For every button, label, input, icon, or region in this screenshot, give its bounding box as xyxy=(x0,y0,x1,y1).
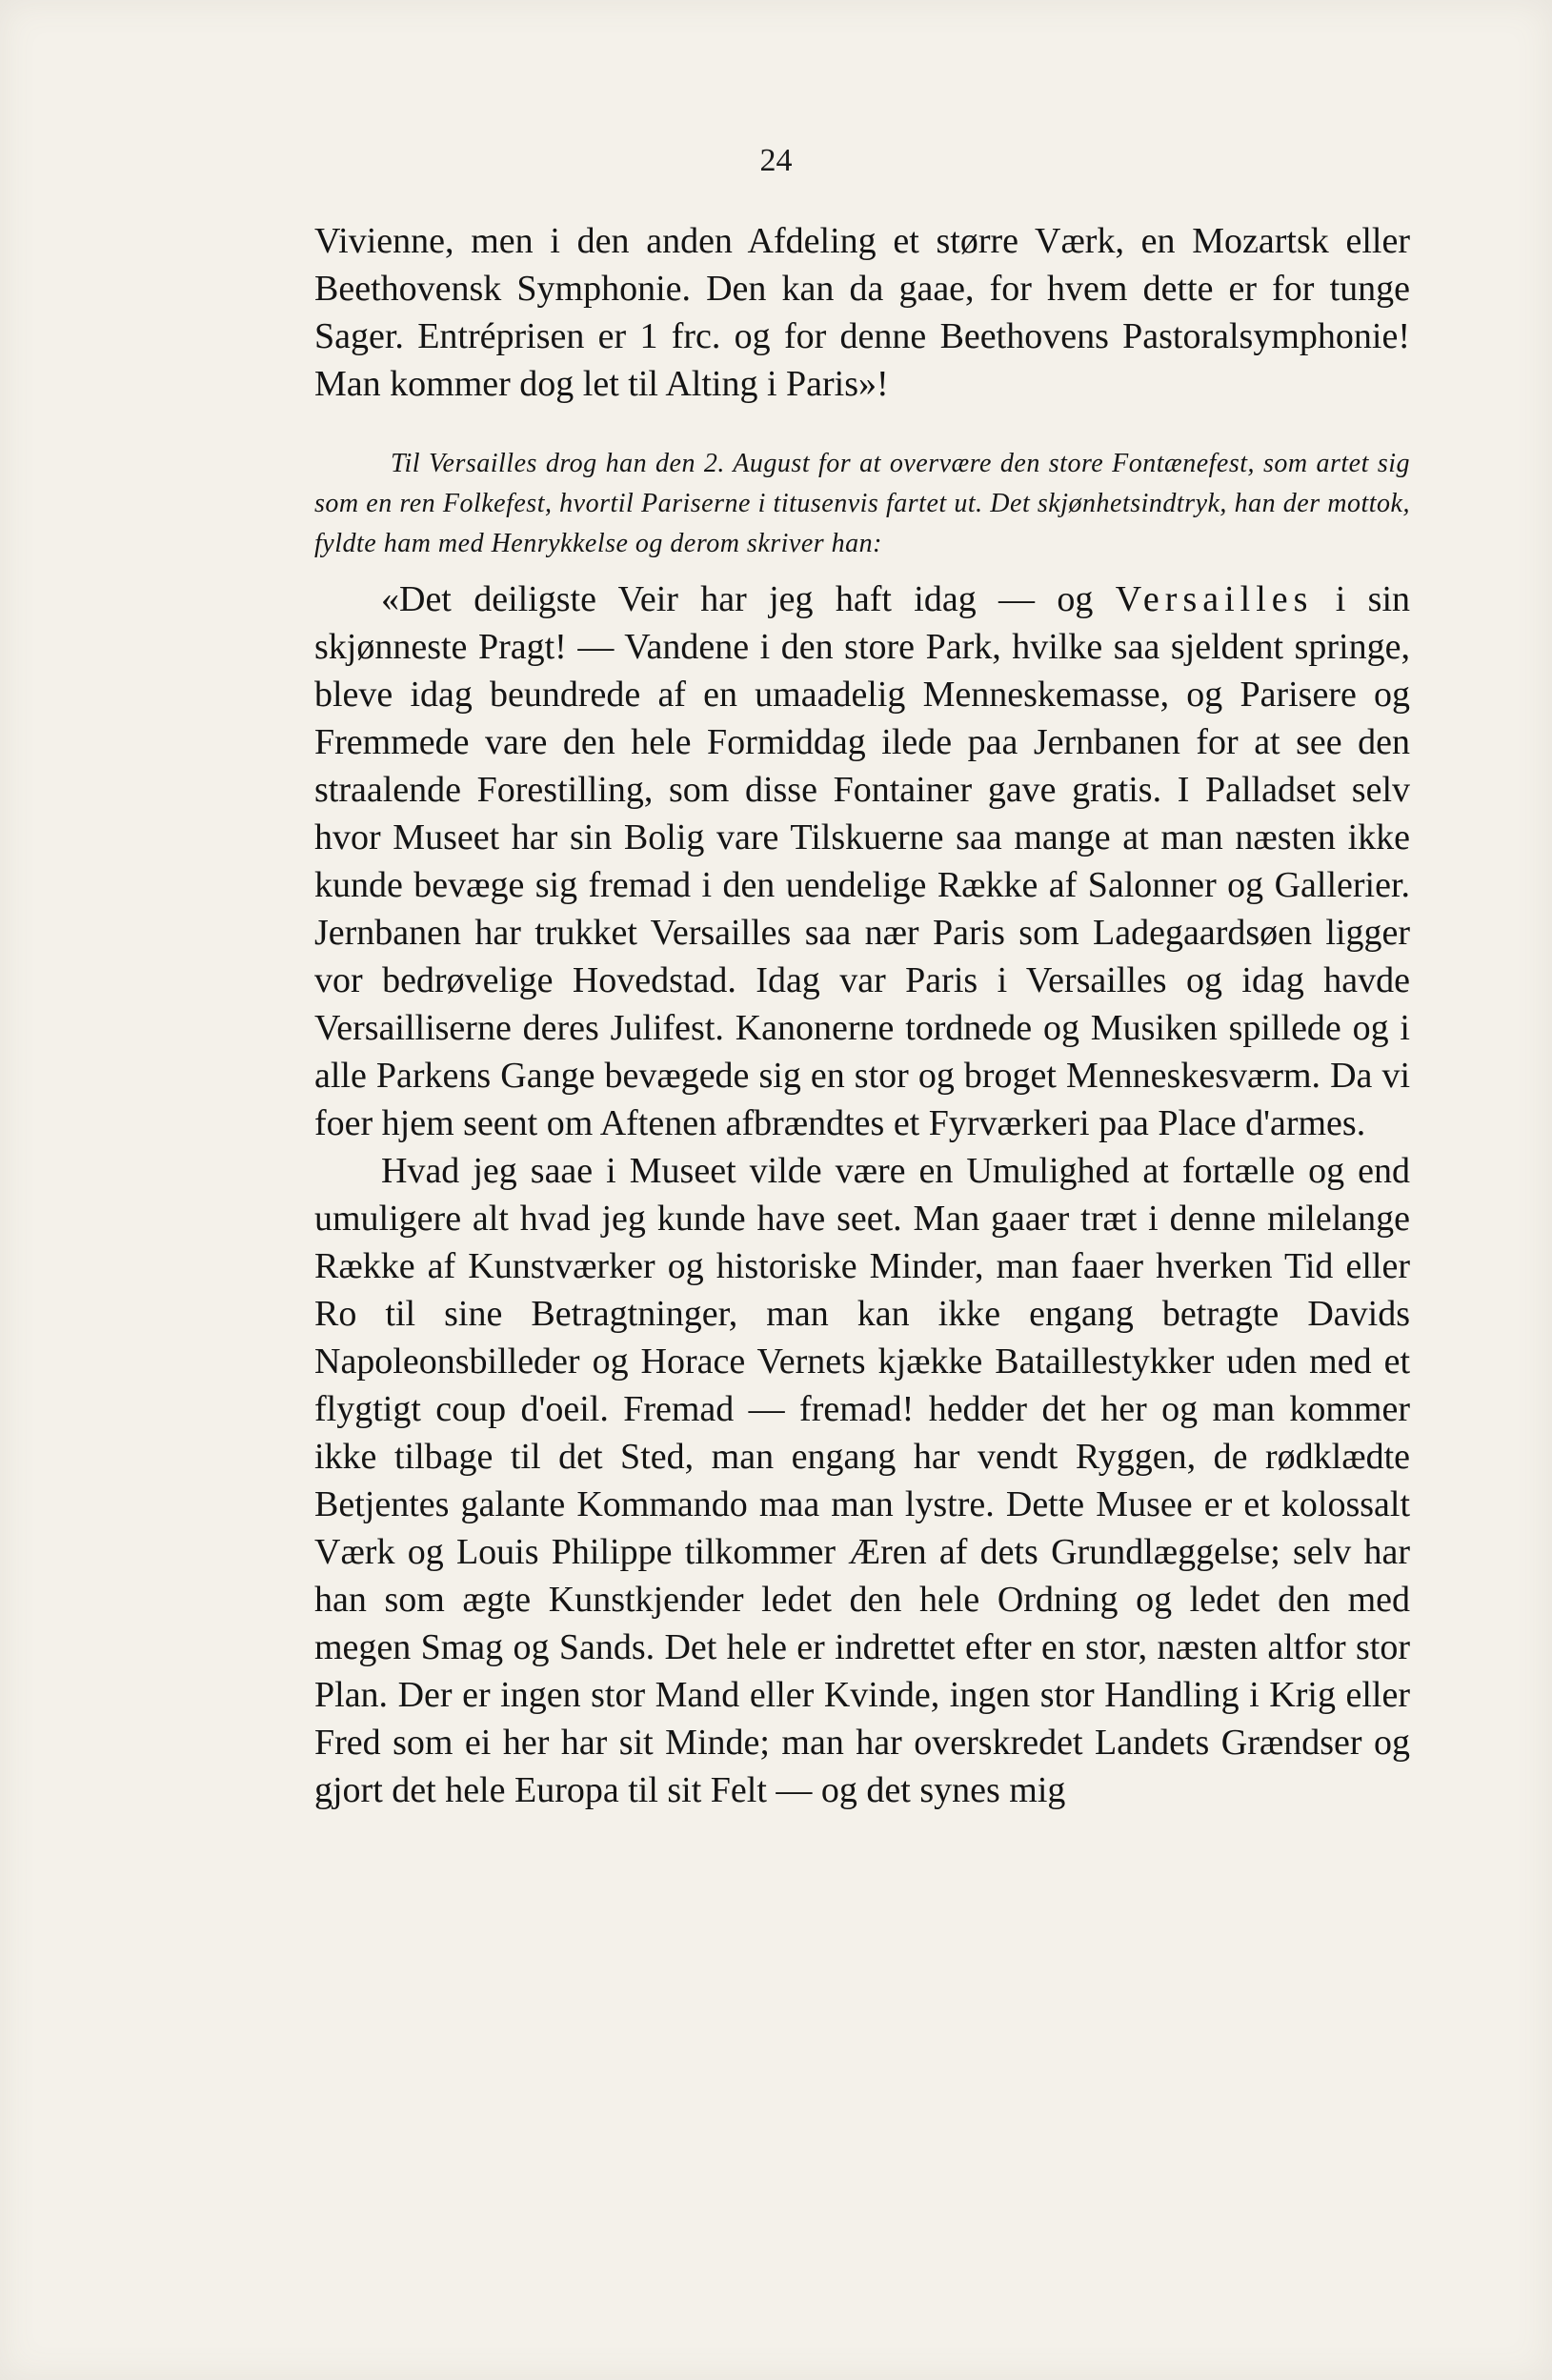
editorial-note: Til Versailles drog han den 2. August for at overvære den store Fontænefest, som artet sig som en ren Folkefest, hvortil Pariserne i titusenvis fartet ut. Det skjønhetsindtryk, han der mottok, fyldte ham med Henrykkelse og derom skriver han: xyxy=(314,449,1410,558)
quote-text-start: «Det deiligste Veir har jeg haft idag — og xyxy=(381,579,1116,619)
page-number: 24 xyxy=(759,143,793,178)
paragraph-quote-versailles xyxy=(314,575,1410,1147)
paragraph-continuation: Vivienne, men i den anden Afdeling et større Værk, en Mozartsk eller Beethovensk Symphonie. Den kan da gaae, for hvem dette er for tunge Sager. Entréprisen er 1 frc. og for denne Beethovens Pastoralsymphonie! Man kommer dog let til Alting i Paris»! xyxy=(314,221,1410,404)
body-text xyxy=(314,217,1410,1814)
spaced-word-versailles: Versailles xyxy=(1115,579,1314,619)
paragraph-museum: Hvad jeg saae i Museet vilde være en Umulighed at fortælle og end umuligere alt hvad jeg kunde have seet. Man gaaer træt i denne milelange Række af Kunstværker og historiske Minder, man faaer hverken Tid eller Ro til sine Betragtninger, man kan ikke engang betragte Davids Napoleonsbilleder og Horace Vernets kjække Bataillestykker uden med et flygtigt coup d'oeil. Fremad — fremad! hedder det her og man kommer ikke tilbage til det Sted, man engang har vendt Ryggen, de rødklædte Betjentes galante Kommando maa man lystre. Dette Musee er et kolossalt Værk og Louis Philippe tilkommer Æren af dets Grundlæggelse; selv har han som ægte Kunstkjender ledet den hele Ordning og ledet den med megen Smag og Sands. Det hele er indrettet efter en stor, næsten altfor stor Plan. Der er ingen stor Mand eller Kvinde, ingen stor Handling i Krig eller Fred som ei her har sit Minde; man har overskredet Landets Grændser og gjort det hele Europa til sit Felt — og det synes mig xyxy=(314,1151,1410,1810)
quote-text-rest: i sin skjønneste Pragt! — Vandene i den store Park, hvilke saa sjeldent springe, bleve idag beundrede af en umaadelig Menneskemasse, og Parisere og Fremmede vare den hele Formiddag ilede paa Jernbanen for at see den straalende Forestilling, som disse Fontainer gave gratis. I Palladset selv hvor Museet har sin Bolig vare Tilskuerne saa mange at man næsten ikke kunde bevæge sig fremad i den uendelige Række af Salonner og Gallerier. Jernbanen har trukket Versailles saa nær Paris som Ladegaardsøen ligger vor bedrøvelige Hovedstad. Idag var Paris i Versailles og idag havde Versailliserne deres Julifest. Kanonerne tordnede og Musiken spillede og i alle Parkens Gange bevægede sig en stor og broget Menneskesværm. Da vi foer hjem seent om Aftenen afbrændtes et Fyrværkeri paa Place d'armes. xyxy=(314,579,1411,1143)
